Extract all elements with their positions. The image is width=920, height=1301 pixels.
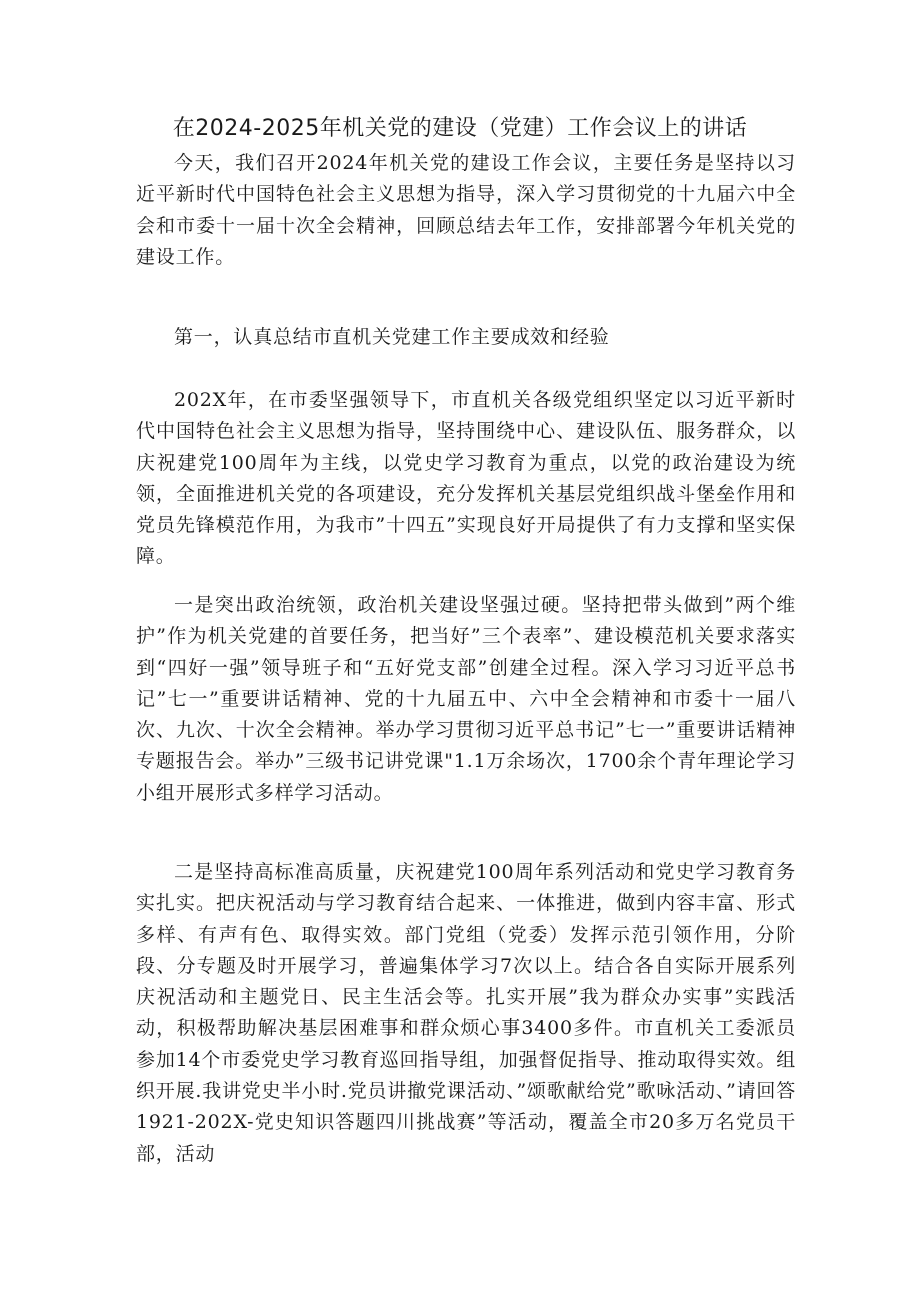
intro-paragraph: 今天，我们召开2024年机关党的建设工作会议，主要任务是坚持以习近平新时代中国特色社会主义思想为指导，深入学习贯彻党的十九届六中全会和市委十一届十次全会精神，回顾总结去年工作，安排部署今年机关党的建设工作。 <box>136 152 796 268</box>
point-two-paragraph: 二是坚持高标准高质量，庆祝建党100周年系列活动和党史学习教育务实扎实。把庆祝活动与学习教育结合起来、一体推进，做到内容丰富、形式多样、有声有色、取得实效。部门党组（党委）发挥示范引领作用，分阶段、分专题及时开展学习，普遍集体学习7次以上。结合各自实际开展系列庆祝活动和主题党日、民主生活会等。扎实开展”我为群众办实事”实践活动，积极帮助解决基层困难事和群众烦心事3400多件。市直机关工委派员参加14个市委党史学习教育巡回指导组，加强督促指导、推动取得实效。组织开展.我讲党史半小时.党员讲撤党课活动、”颂歌献给党”歌咏活动、”请回答1921-202X-党史知识答题四川挑战赛”等活动，覆盖全市20多万名党员干部，活动 <box>136 861 796 1165</box>
section-heading: 第一，认真总结市直机关党建工作主要成效和经验 <box>174 326 610 348</box>
document-title: 在2024-2025年机关党的建设（党建）工作会议上的讲话 <box>172 116 748 141</box>
summary-paragraph: 202X年，在市委坚强领导下，市直机关各级党组织坚定以习近平新时代中国特色社会主义思想为指导，坚持围绕中心、建设队伍、服务群众，以庆祝建党100周年为主线，以党史学习教育为重点，以党的政治建设为统领，全面推进机关党的各项建设，充分发挥机关基层党组织战斗堡垒作用和党员先锋模范作用，为我市”十四五”实现良好开局提供了有力支撑和坚实保障。 <box>136 389 796 568</box>
point-one-paragraph: 一是突出政治统领，政治机关建设坚强过硬。坚持把带头做到”两个维护”作为机关党建的首要任务，把当好”三个表率”、建设模范机关要求落实到“四好一强”领导班子和“五好党支部”创建全过程。深入学习习近平总书记”七一”重要讲话精神、党的十九届五中、六中全会精神和市委十一届八次、九次、十次全会精神。举办学习贯彻习近平总书记”七一”重要讲话精神专题报告会。举办”三级书记讲党课"1.1万余场次，1700余个青年理论学习小组开展形式多样学习活动。 <box>136 594 796 804</box>
